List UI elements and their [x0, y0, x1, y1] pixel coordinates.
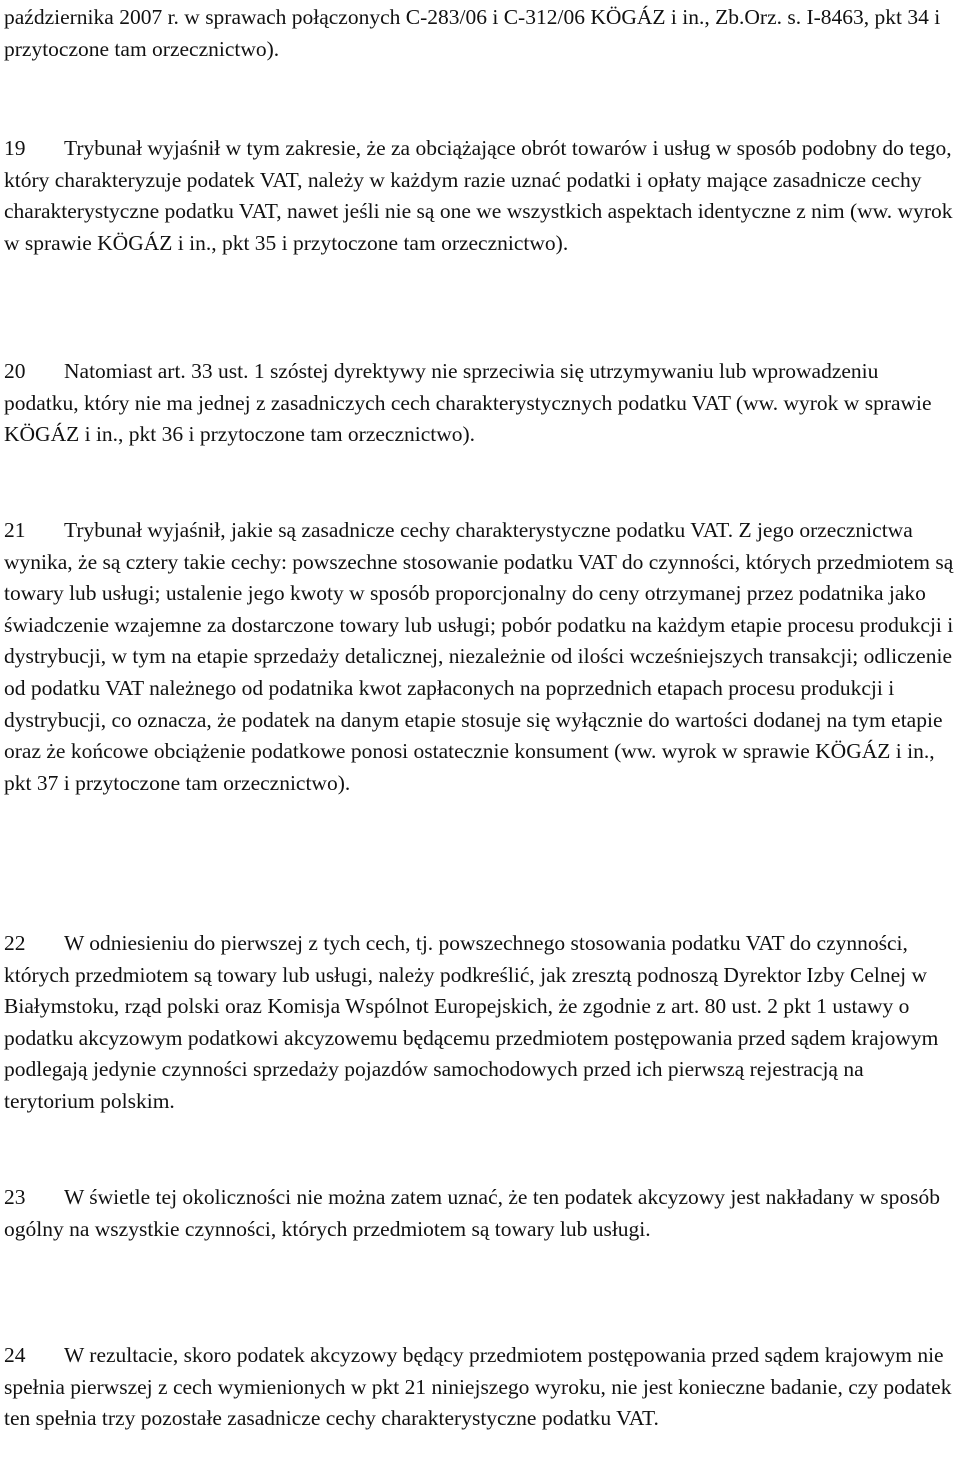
- paragraph-number: 21: [4, 518, 26, 542]
- paragraph-22: [4, 928, 958, 1118]
- paragraph-23: [4, 1182, 958, 1245]
- paragraph-text: Trybunał wyjaśnił, jakie są zasadnicze cechy charakterystyczne podatku VAT. Z jego orzecznictwa wynika, że są cztery takie cechy: powszechne stosowanie podatku VAT do czynności, których przedmiotem są towary lub usługi; ustalenie jego kwoty w sposób proporcjonalny do ceny otrzymanej przez podatnika jako świadczenie wzajemne za dostarczone towary lub usługi; pobór podatku na każdym etapie procesu produkcji i dystrybucji, w tym na etapie sprzedaży detalicznej, niezależnie od ilości wcześniejszych transakcji; odliczenie od podatku VAT należnego od podatnika kwot zapłaconych na poprzednich etapach procesu produkcji i dystrybucji, co oznacza, że podatek na danym etapie stosuje się wyłącznie do wartości dodanej na tym etapie oraz że końcowe obciążenie podatkowe ponosi ostatecznie konsument (ww. wyrok w sprawie KÖGÁZ i in., pkt 37 i przytoczone tam orzecznictwo).: [4, 518, 954, 795]
- paragraph-19: [4, 133, 958, 259]
- paragraph-text: W odniesieniu do pierwszej z tych cech, tj. powszechnego stosowania podatku VAT do czynności, których przedmiotem są towary lub usługi, należy podkreślić, jak zresztą podnoszą Dyrektor Izby Celnej w Białymstoku, rząd polski oraz Komisja Wspólnot Europejskich, że zgodnie z art. 80 ust. 2 pkt 1 ustawy o podatku akcyzowym podatkowi akcyzowemu będącemu przedmiotem postępowania przed sądem krajowym podlegają jedynie czynności sprzedaży pojazdów samochodowych przed ich pierwszą rejestracją na terytorium polskim.: [4, 931, 939, 1113]
- paragraph-number: 20: [4, 359, 26, 383]
- paragraph-text: Natomiast art. 33 ust. 1 szóstej dyrektywy nie sprzeciwia się utrzymywaniu lub wprowadzeniu podatku, który nie ma jednej z zasadniczych cech charakterystycznych podatku VAT (ww. wyrok w sprawie KÖGÁZ i in., pkt 36 i przytoczone tam orzecznictwo).: [4, 359, 932, 447]
- intro-text: października 2007 r. w sprawach połączonych C‑283/06 i C‑312/06 KÖGÁZ i in., Zb.Orz. s. I‑8463, pkt 34 i przytoczone tam orzecznictwo).: [4, 5, 941, 61]
- paragraph-number: 19: [4, 136, 26, 160]
- paragraph-21: [4, 515, 958, 799]
- paragraph-24: [4, 1340, 958, 1435]
- paragraph-number: 23: [4, 1185, 26, 1209]
- paragraph-20: [4, 356, 958, 451]
- paragraph-text: W świetle tej okoliczności nie można zatem uznać, że ten podatek akcyzowy jest nakładany w sposób ogólny na wszystkie czynności, których przedmiotem są towary lub usługi.: [4, 1185, 941, 1241]
- paragraph-number: 24: [4, 1343, 26, 1367]
- paragraph-text: W rezultacie, skoro podatek akcyzowy będący przedmiotem postępowania przed sądem krajowym nie spełnia pierwszej z cech wymienionych w pkt 21 niniejszego wyroku, nie jest konieczne badanie, czy podatek ten spełnia trzy pozostałe zasadnicze cechy charakterystyczne podatku VAT.: [4, 1343, 952, 1431]
- paragraph-text: Trybunał wyjaśnił w tym zakresie, że za obciążające obrót towarów i usług w sposób podobny do tego, który charakteryzuje podatek VAT, należy w każdym razie uznać podatki i opłaty mające zasadnicze cechy charakterystyczne podatku VAT, nawet jeśli nie są one we wszystkich aspektach identyczne z nim (ww. wyrok w sprawie KÖGÁZ i in., pkt 35 i przytoczone tam orzecznictwo).: [4, 136, 953, 255]
- paragraph-number: 22: [4, 931, 26, 955]
- intro-paragraph: [4, 2, 958, 65]
